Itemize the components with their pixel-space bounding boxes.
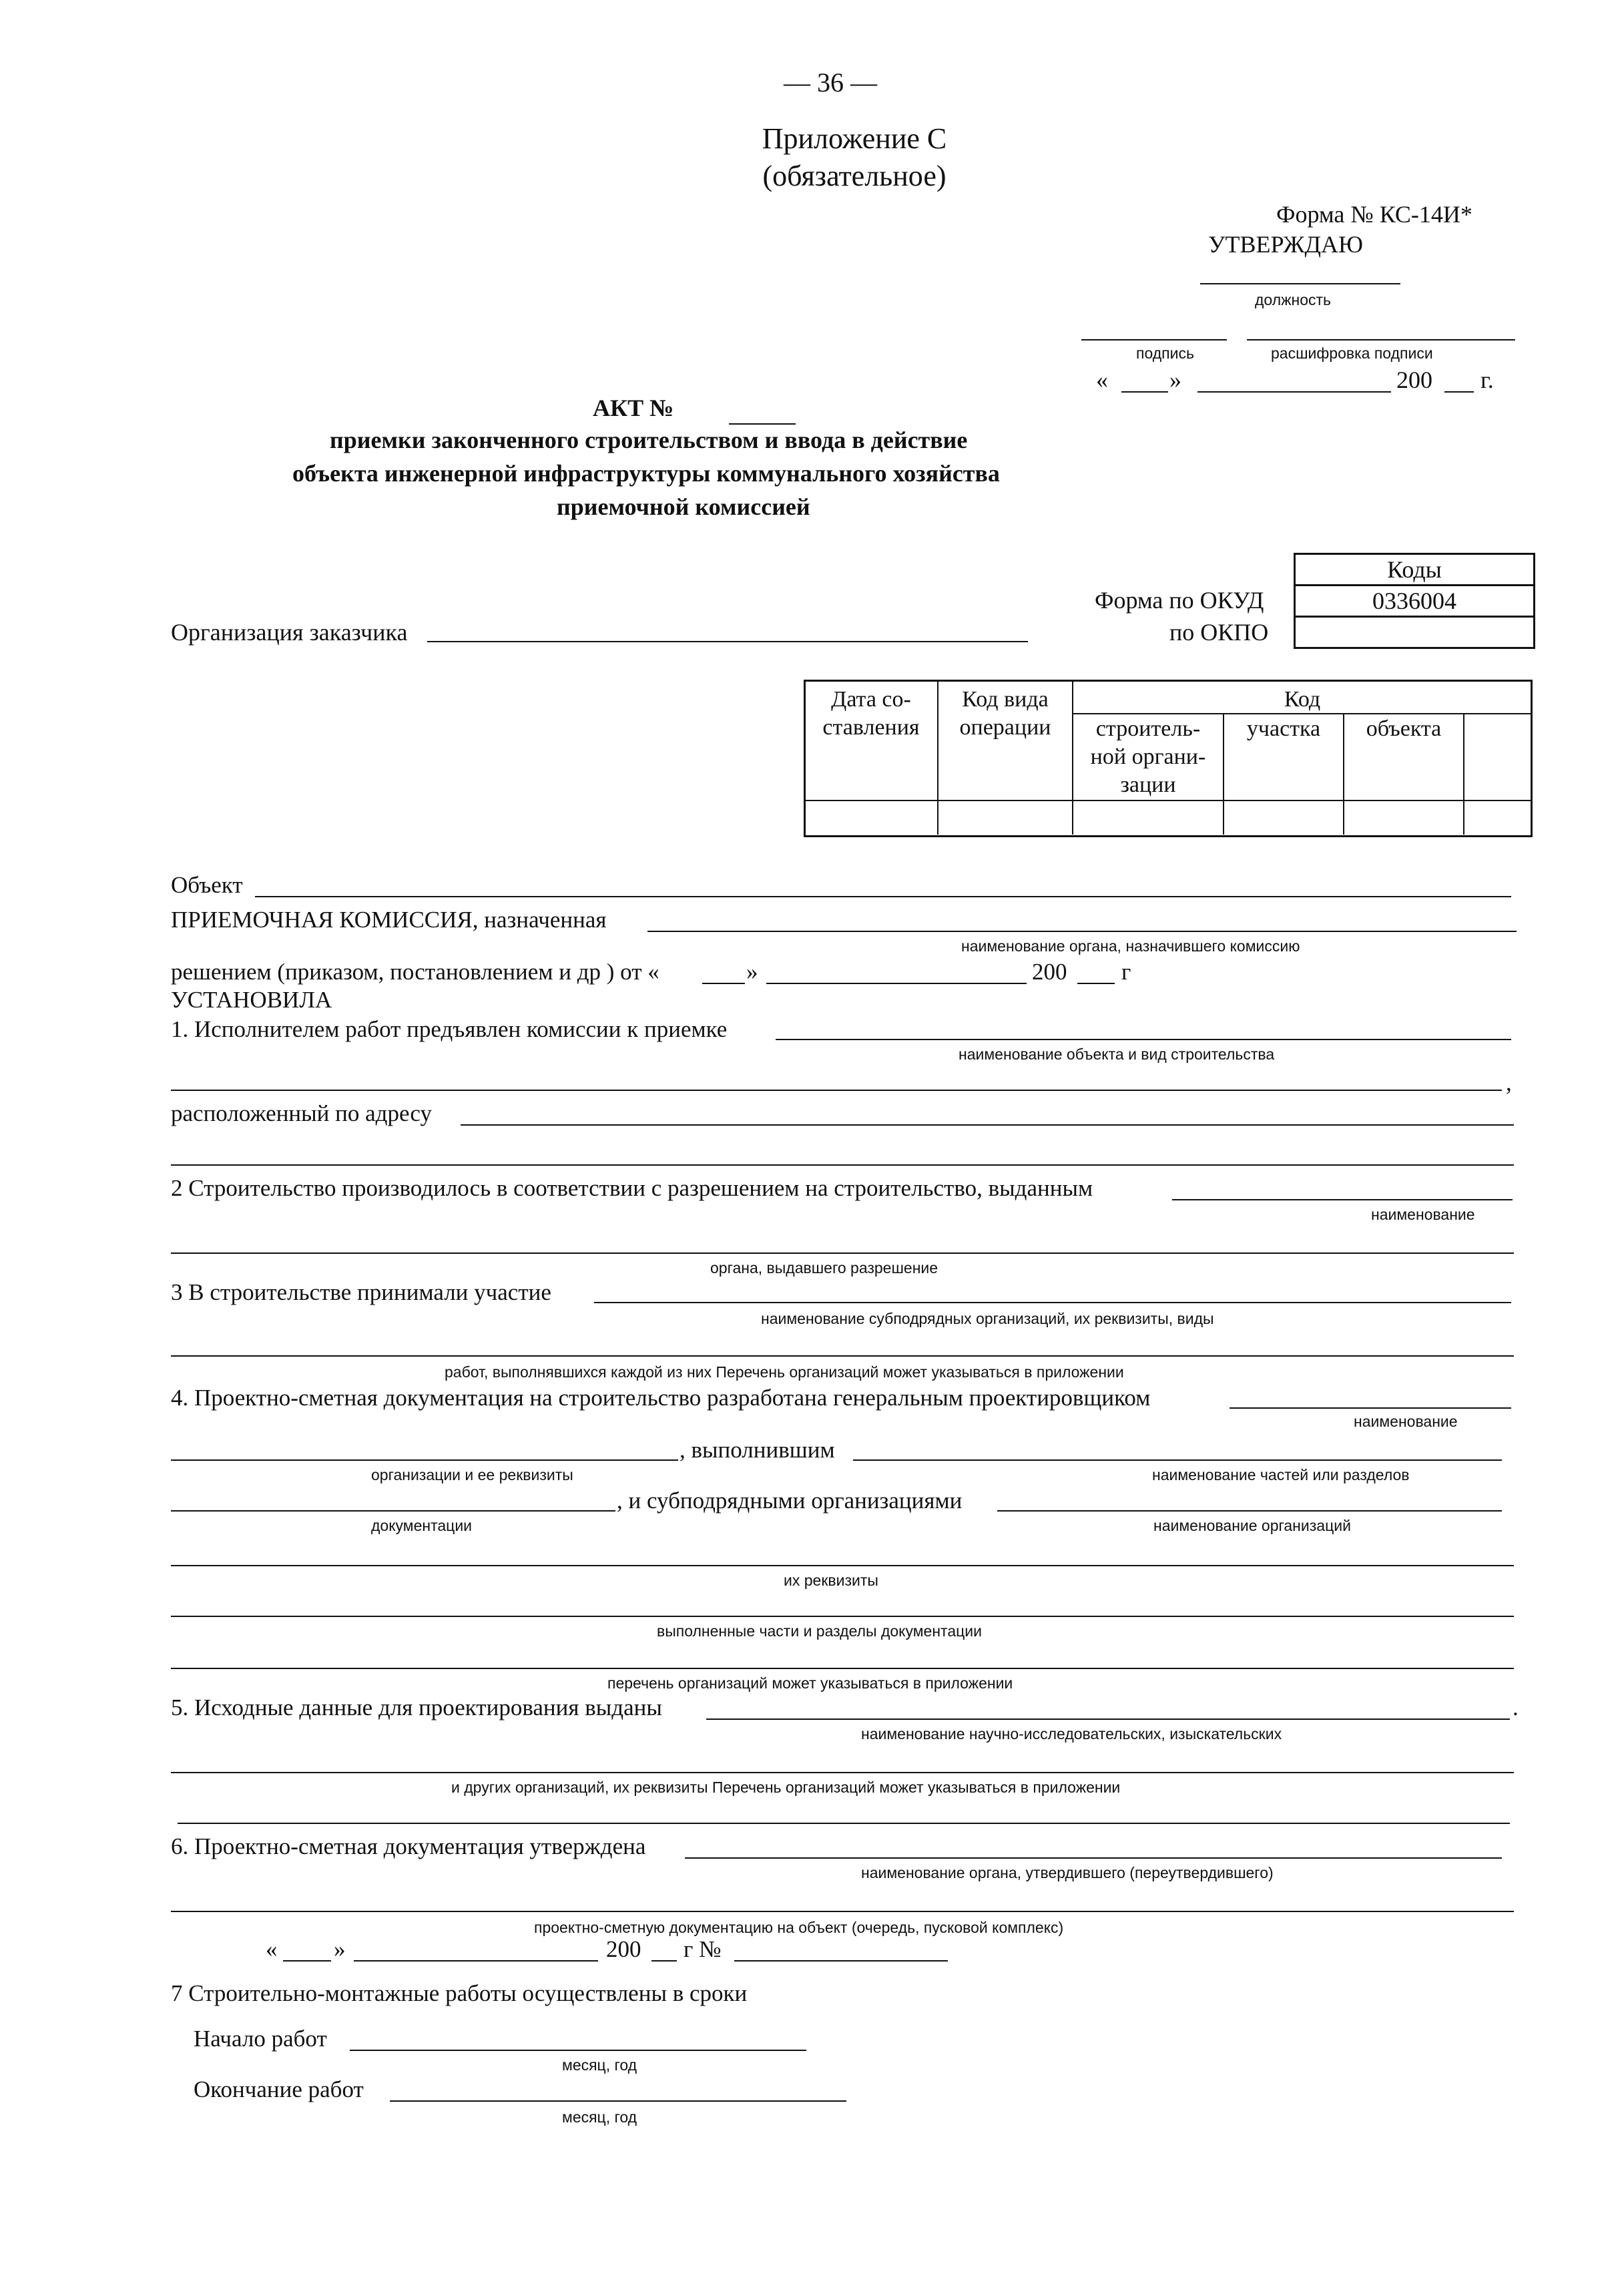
p1-caption: наименование объекта и вид строительства xyxy=(959,1046,1275,1063)
grid-date-header-1: Дата со- xyxy=(831,687,911,712)
decision-year-line[interactable] xyxy=(1077,983,1115,984)
address-line[interactable] xyxy=(461,1124,1514,1126)
p5-line[interactable] xyxy=(706,1718,1510,1720)
position-line xyxy=(1200,283,1400,284)
p4-doc-line[interactable] xyxy=(171,1510,615,1512)
approve-label: УТВЕРЖДАЮ xyxy=(1208,231,1364,258)
grid-org-header-1: строитель- xyxy=(1095,716,1201,741)
approve-date-open: « xyxy=(1096,367,1108,393)
okud-value: 0336004 xyxy=(1295,586,1535,617)
p5-caption-2: и других организаций, их реквизиты Перечень организаций может указываться в приложении xyxy=(451,1779,1121,1796)
p4-line-req[interactable] xyxy=(171,1565,1514,1566)
start-caption: месяц, год xyxy=(562,2056,637,2074)
p6-line-2[interactable] xyxy=(171,1911,1514,1912)
approve-year-prefix: 200 xyxy=(1396,367,1432,393)
end-label: Окончание работ xyxy=(194,2076,364,2102)
signature-caption: подпись xyxy=(1136,345,1194,362)
approve-year-line xyxy=(1444,391,1474,393)
grid-code-header: Код xyxy=(1284,687,1321,712)
act-title: АКТ № xyxy=(593,395,674,421)
appendix-subtitle: (обязательное) xyxy=(762,160,947,192)
p4-caption-3: наименование частей или разделов xyxy=(1152,1466,1410,1483)
p5-caption-1: наименование научно-исследовательских, изыскательских xyxy=(861,1725,1282,1743)
p5-dot: . xyxy=(1513,1694,1519,1720)
p6-line[interactable] xyxy=(685,1857,1502,1859)
act-line-2: объекта инженерной инфраструктуры коммунального хозяйства xyxy=(292,460,1000,487)
decision-day-line[interactable] xyxy=(702,983,745,984)
p6-label: 6. Проектно-сметная документация утверждена xyxy=(171,1833,646,1859)
p4-caption-5: наименование организаций xyxy=(1153,1517,1351,1534)
p5-line-3[interactable] xyxy=(178,1823,1510,1824)
decoding-caption: расшифровка подписи xyxy=(1271,345,1433,362)
signature-line xyxy=(1081,339,1227,340)
page-number: — 36 — xyxy=(784,67,877,97)
decision-month-line[interactable] xyxy=(766,983,1027,984)
p2-caption-2: органа, выдавшего разрешение xyxy=(710,1259,938,1277)
approve-date-close: » xyxy=(1169,367,1181,393)
p6-caption-1: наименование органа, утвердившего (переутвердившего) xyxy=(861,1864,1274,1881)
p4-caption-8: перечень организаций может указываться в приложении xyxy=(607,1674,1013,1692)
p2-line-2[interactable] xyxy=(171,1252,1514,1254)
p5-line-2[interactable] xyxy=(171,1772,1514,1773)
codes-header: Коды xyxy=(1295,554,1535,586)
p1-label: 1. Исполнителем работ предъявлен комиссии к приемке xyxy=(171,1016,728,1042)
p2-line[interactable] xyxy=(1172,1199,1513,1200)
p4-suborg-line[interactable] xyxy=(997,1510,1502,1512)
address-label: расположенный по адресу xyxy=(171,1100,432,1126)
act-line-3: приемочной комиссией xyxy=(557,493,810,520)
object-label: Объект xyxy=(171,872,243,898)
p4-line-list[interactable] xyxy=(171,1668,1514,1669)
decision-label: решением (приказом, постановлением и др ) от « xyxy=(171,959,659,985)
object-line[interactable] xyxy=(255,896,1511,897)
end-line[interactable] xyxy=(390,2100,846,2102)
decision-g: г xyxy=(1121,959,1131,985)
customer-line[interactable] xyxy=(427,641,1028,642)
p4-label: 4. Проектно-сметная документация на строительство разработана генеральным проектировщиком xyxy=(171,1385,1151,1411)
form-number: Форма № КС-14И* xyxy=(1276,201,1472,228)
end-caption: месяц, год xyxy=(562,2108,637,2126)
approve-month-line xyxy=(1197,391,1391,393)
p4-org-line[interactable] xyxy=(171,1459,678,1461)
p7-label: 7 Строительно-монтажные работы осуществлены в сроки xyxy=(171,1980,748,2006)
p3-caption-2: работ, выполнявшихся каждой из них Перечень организаций может указываться в приложении xyxy=(445,1363,1124,1381)
p4-caption-4: документации xyxy=(371,1517,473,1534)
customer-label: Организация заказчика xyxy=(171,619,408,646)
grid-date-header-2: ставления xyxy=(822,715,920,740)
p4-sub: , и субподрядными организациями xyxy=(617,1487,963,1514)
p2-label: 2 Строительство производилось в соответствии с разрешением на строительство, выданным xyxy=(171,1175,1093,1201)
commission-caption: наименование органа, назначившего комиссию xyxy=(961,937,1300,955)
decision-mid: » xyxy=(746,959,758,985)
decision-year: 200 xyxy=(1032,959,1067,985)
p6-year: 200 xyxy=(606,1936,641,1962)
commission-label: ПРИЕМОЧНАЯ КОМИССИЯ, назначенная xyxy=(171,907,607,933)
p4-parts-line[interactable] xyxy=(853,1459,1502,1461)
appendix-title: Приложение С xyxy=(762,122,947,155)
act-number-line xyxy=(729,423,796,425)
codes-table xyxy=(1294,553,1535,649)
p1-line-2[interactable] xyxy=(171,1090,1502,1091)
p1-comma: , xyxy=(1506,1070,1512,1096)
grid-org-header-3: зации xyxy=(1120,772,1176,797)
p6-g-number: г № xyxy=(684,1936,722,1962)
p6-month-line[interactable] xyxy=(354,1960,598,1962)
okpo-label: по ОКПО xyxy=(1169,619,1269,646)
p2-caption-1: наименование xyxy=(1371,1206,1475,1223)
p3-line[interactable] xyxy=(594,1302,1511,1303)
p4-caption-7: выполненные части и разделы документации xyxy=(657,1622,982,1640)
p4-caption-1: наименование xyxy=(1354,1413,1458,1430)
grid-org-header-2: ной органи- xyxy=(1090,744,1206,769)
start-label: Начало работ xyxy=(194,2026,327,2052)
p4-line[interactable] xyxy=(1230,1407,1511,1409)
p3-caption-1: наименование субподрядных организаций, их реквизиты, виды xyxy=(761,1310,1214,1327)
decoding-line xyxy=(1247,339,1515,340)
grid-object-header: объекта xyxy=(1366,716,1442,741)
p5-label: 5. Исходные данные для проектирования выданы xyxy=(171,1694,662,1720)
p6-date-close: » xyxy=(334,1936,346,1962)
p6-day-line[interactable] xyxy=(283,1960,331,1962)
p6-year-line[interactable] xyxy=(651,1960,677,1962)
p3-label: 3 В строительстве принимали участие xyxy=(171,1279,551,1305)
p4-caption-6: их реквизиты xyxy=(784,1572,878,1589)
p4-caption-2: организации и ее реквизиты xyxy=(371,1466,573,1483)
grid-site-header: участка xyxy=(1246,716,1321,741)
grid-op-header-1: Код вида xyxy=(962,687,1049,712)
commission-line[interactable] xyxy=(647,931,1517,932)
start-line[interactable] xyxy=(350,2050,806,2051)
grid-op-header-2: операции xyxy=(959,715,1051,740)
approve-year-suffix: г. xyxy=(1480,367,1494,393)
p6-caption-2: проектно-сметную документацию на объект (очередь, пусковой комплекс) xyxy=(534,1919,1064,1936)
established-label: УСТАНОВИЛА xyxy=(171,987,332,1013)
p6-date-open: « xyxy=(266,1936,278,1962)
act-line-1: приемки законченного строительством и ввода в действие xyxy=(330,427,968,453)
p4-performed: , выполнившим xyxy=(680,1437,835,1463)
p1-line[interactable] xyxy=(776,1039,1511,1040)
p3-line-2[interactable] xyxy=(171,1355,1514,1357)
approve-day-line xyxy=(1121,391,1168,393)
address-line-2[interactable] xyxy=(171,1164,1514,1166)
position-caption: должность xyxy=(1255,291,1332,308)
p4-line-parts[interactable] xyxy=(171,1616,1514,1617)
okud-label: Форма по ОКУД xyxy=(1095,587,1264,614)
p6-number-line[interactable] xyxy=(734,1960,948,1962)
okpo-value[interactable] xyxy=(1295,617,1535,648)
